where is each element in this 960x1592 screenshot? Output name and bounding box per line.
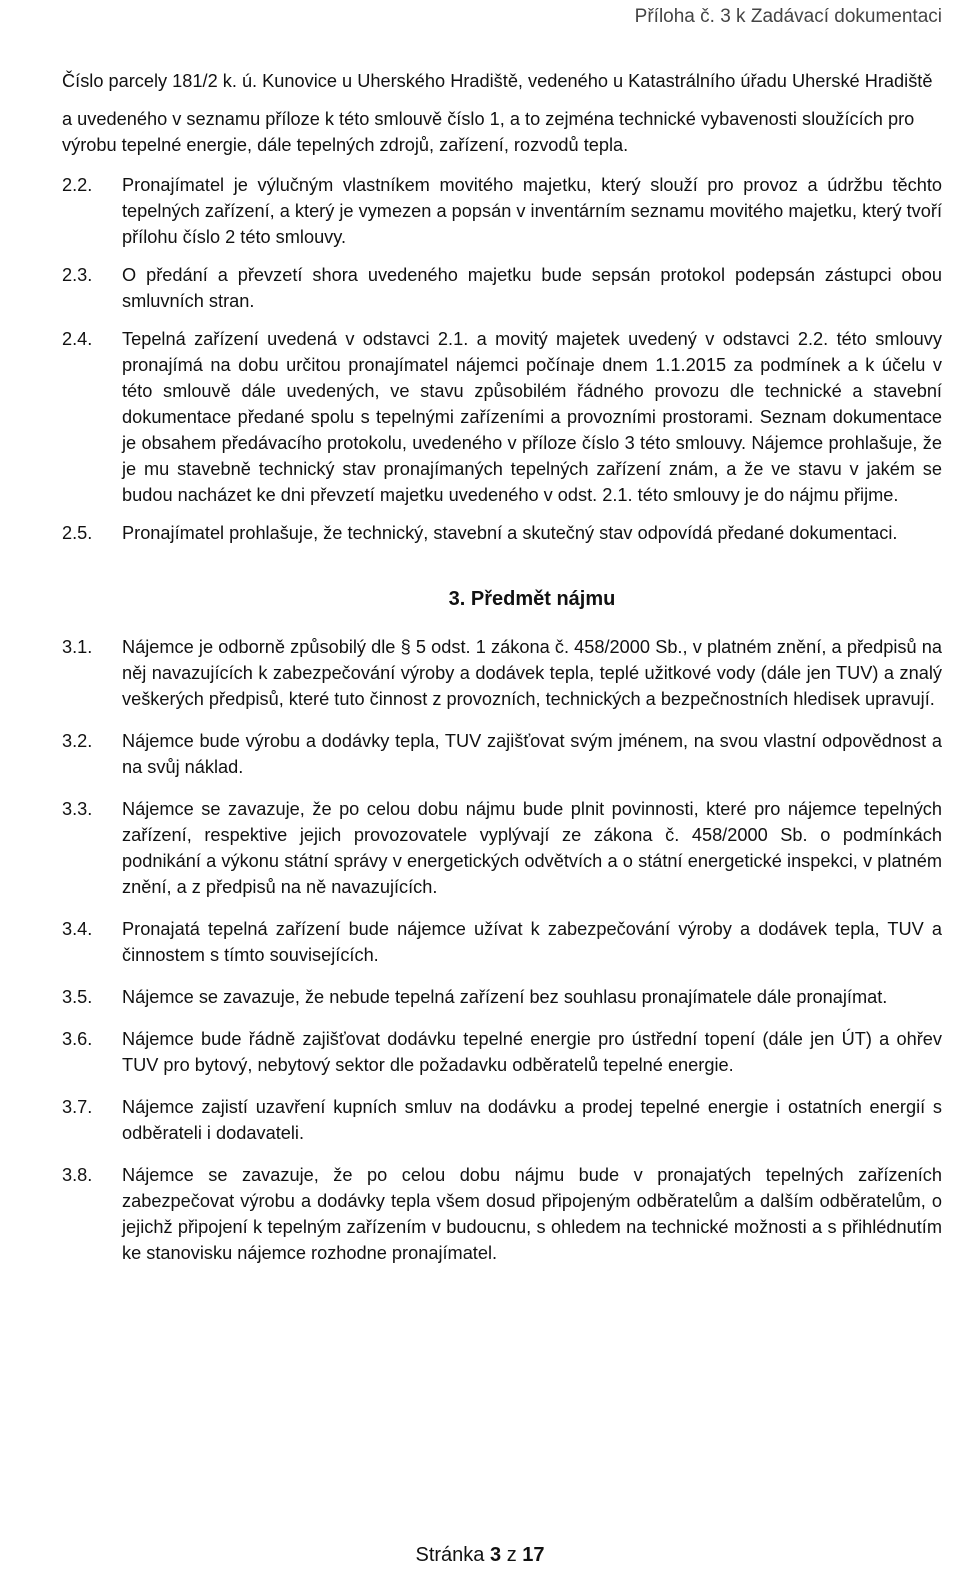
paragraph-item bbox=[62, 728, 942, 780]
footer-page-total: 17 bbox=[522, 1544, 545, 1566]
footer-separator: z bbox=[506, 1544, 517, 1566]
paragraph-text: Nájemce se zavazuje, že nebude tepelná zařízení bez souhlasu pronajímatele dále pronajímat. bbox=[122, 987, 888, 1007]
paragraph-number: 2.2. bbox=[62, 175, 93, 195]
paragraph-text: Pronajímatel je výlučným vlastníkem movitého majetku, který slouží pro provoz a údržbu těchto tepelných zařízení, a který je vymezen a popsán v inventárním seznamu movitého majetku, který tvoří přílohu číslo 2 této smlouvy. bbox=[122, 175, 942, 247]
intro-parcel-line: Číslo parcely 181/2 k. ú. Kunovice u Uherského Hradiště, vedeného u Katastrálního úřadu Uherské Hradiště bbox=[62, 71, 933, 91]
paragraph-text: Nájemce zajistí uzavření kupních smluv na dodávku a prodej tepelné energie i ostatních energií s odběrateli i dodavateli. bbox=[122, 1097, 942, 1143]
paragraph-text: Pronajatá tepelná zařízení bude nájemce užívat k zabezpečování výroby a dodávek tepla, TUV a činnostem s tímto souvisejících. bbox=[122, 919, 942, 965]
page-header: Příloha č. 3 k Zadávací dokumentaci bbox=[634, 6, 942, 27]
paragraph-item bbox=[62, 520, 942, 546]
paragraph-number: 3.2. bbox=[62, 731, 93, 751]
paragraph-item bbox=[62, 1026, 942, 1078]
intro-description: a uvedeného v seznamu příloze k této smlouvě číslo 1, a to zejména technické vybavenosti sloužících pro výrobu tepelné energie, dále tepelných zdrojů, zařízení, rozvodů tepla. bbox=[62, 109, 915, 155]
paragraph-item bbox=[62, 984, 942, 1010]
paragraph-number: 3.3. bbox=[62, 799, 93, 819]
paragraph-number: 2.4. bbox=[62, 329, 93, 349]
paragraph-text: Pronajímatel prohlašuje, že technický, stavební a skutečný stav odpovídá předané dokumentaci. bbox=[122, 523, 898, 543]
paragraph-number: 2.3. bbox=[62, 265, 93, 285]
paragraph-number: 3.8. bbox=[62, 1165, 93, 1185]
section-2-items bbox=[62, 172, 942, 546]
paragraph-text: Nájemce je odborně způsobilý dle § 5 odst. 1 zákona č. 458/2000 Sb., v platném znění, a předpisů na něj navazujících k zabezpečování výroby a dodávek tepla, teplé užitkové vody (dále jen TUV) a znalý veškerých předpisů, které tuto činnost z provozních, technických a bezpečnostních hledisek upravují. bbox=[122, 637, 942, 709]
paragraph-number: 3.5. bbox=[62, 987, 93, 1007]
paragraph-item bbox=[62, 1094, 942, 1146]
section-heading-3: 3. Předmět nájmu bbox=[448, 588, 616, 610]
paragraph-item bbox=[62, 634, 942, 712]
paragraph-number: 3.4. bbox=[62, 919, 93, 939]
paragraph-text: Tepelná zařízení uvedená v odstavci 2.1. a movitý majetek uvedený v odstavci 2.2. této smlouvy pronajímá na dobu určitou pronajímatel nájemci počínaje dnem 1.1.2015 za podmínek a k účelu v této smlouvě dále uvedených, ve stavu způsobilém řádného provozu dle technické a stavební dokumentace předané spolu s tepelnými zařízeními a provozními prostorami. Seznam dokumentace je obsahem předávacího protokolu, uvedeného v příloze číslo 3 této smlouvy. Nájemce prohlašuje, že je mu stavebně technický stav pronajímaných tepelných zařízení znám, a že ve stavu v jakém se budou nacházet ke dni převzetí majetku uvedeného v odst. 2.1. této smlouvy je do nájmu přijme. bbox=[122, 329, 942, 505]
paragraph-item bbox=[62, 262, 942, 314]
paragraph-text: Nájemce bude výrobu a dodávky tepla, TUV zajišťovat svým jménem, na svou vlastní odpovědnost a na svůj náklad. bbox=[122, 731, 942, 777]
document-body bbox=[62, 68, 942, 1266]
paragraph-number: 3.6. bbox=[62, 1029, 93, 1049]
footer-page-number: 3 bbox=[490, 1544, 502, 1566]
paragraph-item bbox=[62, 916, 942, 968]
paragraph-item bbox=[62, 172, 942, 250]
section-3-items bbox=[62, 634, 942, 1266]
intro-block bbox=[62, 68, 942, 158]
paragraph-text: Nájemce se zavazuje, že po celou dobu nájmu bude v pronajatých tepelných zařízeních zabezpečovat výrobu a dodávky tepla všem dosud připojeným odběratelům a dalším odběratelům, o jejichž připojení k tepelným zařízením v budoucnu, s ohledem na technické možnosti a s přihlédnutím ke stanovisku nájemce rozhodne pronajímatel. bbox=[122, 1165, 942, 1263]
paragraph-number: 3.7. bbox=[62, 1097, 93, 1117]
paragraph-item bbox=[62, 796, 942, 900]
paragraph-item bbox=[62, 1162, 942, 1266]
paragraph-number: 3.1. bbox=[62, 637, 93, 657]
page-footer bbox=[0, 1544, 960, 1567]
paragraph-item bbox=[62, 326, 942, 508]
paragraph-text: Nájemce se zavazuje, že po celou dobu nájmu bude plnit povinnosti, které pro nájemce tepelných zařízení, respektive jejich provozovatele vyplývají ze zákona č. 458/2000 Sb. o podmínkách podnikání a výkonu státní správy v energetických odvětvích a o státní energetické inspekci, v platném znění, a z předpisů na ně navazujících. bbox=[122, 799, 942, 897]
paragraph-text: Nájemce bude řádně zajišťovat dodávku tepelné energie pro ústřední topení (dále jen ÚT) a ohřev TUV pro bytový, nebytový sektor dle požadavku odběratelů tepelné energie. bbox=[122, 1029, 942, 1075]
footer-prefix: Stránka bbox=[415, 1544, 485, 1566]
paragraph-number: 2.5. bbox=[62, 523, 93, 543]
paragraph-text: O předání a převzetí shora uvedeného majetku bude sepsán protokol podepsán zástupci obou smluvních stran. bbox=[122, 265, 942, 311]
